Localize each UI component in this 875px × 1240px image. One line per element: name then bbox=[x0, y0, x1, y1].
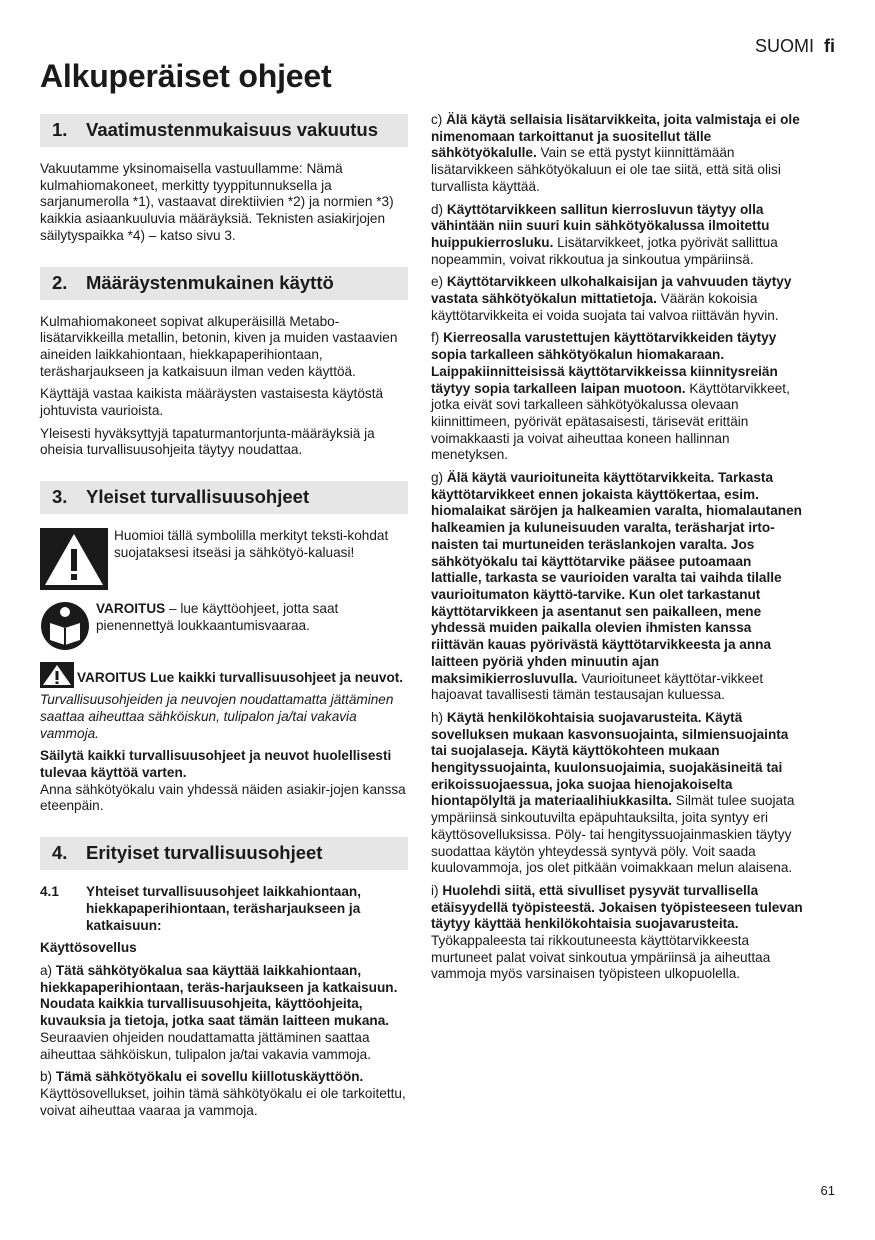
left-column bbox=[40, 112, 408, 1125]
item-text: Silmät tulee suojata ympäriinsä sinkoutuvilta epäpuhtauksilta, joita syntyy eri käyttösovelluksissa. Pöly- tai hengityssuojainmaskien täytyy suodattaa käytön yhteydessä syntyvä pöly. Voit saada kuulovammoja, jos olet pitkään voimakkaan melun alaisena. bbox=[431, 793, 795, 876]
item-bold: Käyttötarvikkeen sallitun kierrosluvun täytyy olla vähintään niin suuri kuin sähkötyökalussa ilmoitettu huippukierrosluku. bbox=[431, 201, 770, 250]
item-bold: Käytä henkilökohtaisia suojavarusteita. Käytä sovelluksen mukaan kasvonsuojainta, silmiensuojainta tai suojalaseja. Käytä käyttökohteen mukaan hengityssuojainta, kuulonsuojaimia, suojakäsineitä tai erikoissuojaessua, joka suojaa hienojakoiselta hiontapölyltä ja materiaalihiukkasilta. bbox=[431, 709, 789, 809]
item-bold: Tätä sähkötyökalua saa käyttää laikkahiontaan, hiekkapaperihiontaan, teräs-harjaukseen ja katkaisuun. Noudata kaikkia turvallisuusohjeita, käyttöohjeita, kuvauksia ja tietoja, jotka saat tämän laitteen mukana. bbox=[40, 962, 398, 1029]
section-number: 2. bbox=[52, 271, 68, 293]
read-manual-icon bbox=[40, 601, 90, 656]
subsection-title: Yhteiset turvallisuusohjeet laikkahiontaan, hiekkapaperihiontaan, teräsharjaukseen ja katkaisuun: bbox=[86, 884, 361, 933]
pass-on-instructions: Anna sähkötyökalu vain yhdessä näiden asiakir-jojen kanssa eteenpäin. bbox=[40, 781, 406, 814]
item-letter: a) bbox=[40, 962, 53, 978]
list-item bbox=[431, 274, 803, 324]
item-text: Vain se että pystyt kiinnittämään lisätarvikkeen sähkötyökaluun ei ole tae siitä, että sitä olisi turvallista käyttää. bbox=[431, 145, 781, 194]
list-item bbox=[40, 963, 408, 1063]
subsection-heading bbox=[40, 884, 408, 934]
language-label: SUOMI bbox=[754, 36, 814, 56]
section-heading-2 bbox=[40, 267, 408, 300]
warning-bold-text: VAROITUS Lue kaikki turvallisuusohjeet ja neuvot. bbox=[77, 669, 404, 685]
page-number: 61 bbox=[820, 1183, 835, 1198]
item-text: Työkappaleesta tai rikkoutuneesta käyttötarvikkeesta murtuneet palat voivat sinkoutua ympäriinsä ja aiheuttaa vammoja myös varsinaisen työpisteen ulkopuolella. bbox=[431, 933, 771, 982]
section-title: Vaatimustenmukaisuus vakuutus bbox=[86, 119, 378, 140]
list-item bbox=[431, 883, 803, 983]
item-bold: Kierreosalla varustettujen käyttötarvikkeiden täytyy sopia tarkalleen sähkötyökalun hiomakaraan. Laippakiinnitteisissä käyttötarvikkeissa kiinnitysreiän täytyy sopia tarkalleen laipan muotoon. bbox=[431, 330, 778, 396]
item-bold: Tämä sähkötyökalu ei sovellu kiillotuskäyttöön. bbox=[55, 1069, 364, 1085]
item-text: Väärän kokoisia käyttötarvikkeita ei voida suojata tai valvoa riittävän hyvin. bbox=[431, 291, 779, 323]
item-letter: h) bbox=[431, 709, 444, 725]
warning-label: VAROITUS bbox=[96, 600, 166, 616]
item-text: Seuraavien ohjeiden noudattamatta jättäminen saattaa aiheuttaa sähköiskun, tulipalon ja/tai vakavia vammoja. bbox=[40, 1029, 371, 1062]
item-bold: Käyttötarvikkeen ulkohalkaisijan ja vahvuuden täytyy vastata sähkötyökalun mittatietoja. bbox=[431, 274, 792, 307]
item-letter: d) bbox=[431, 201, 444, 217]
item-bold: Huolehdi siitä, että sivulliset pysyvät turvallisella etäisyydellä työpisteestä. Jokaisen työpisteeseen tulevan täytyy käyttää henkilökohtaisia suojavarusteita. bbox=[431, 882, 803, 932]
warning-italic-text: Turvallisuusohjeiden ja neuvojen noudattamatta jättäminen saattaa aiheuttaa sähköiskun, tulipalon ja/tai vakavia vammoja. bbox=[40, 692, 394, 741]
keep-instructions bbox=[40, 748, 408, 781]
list-item bbox=[431, 202, 803, 269]
item-text: Lisätarvikkeet, jotka pyörivät sallittua nopeammin, voivat rikkoutua ja sinkoutua ympäriinsä. bbox=[431, 234, 778, 267]
section-title: Määräystenmukainen käyttö bbox=[86, 271, 334, 293]
section-heading-1 bbox=[40, 114, 408, 147]
item-letter: b) bbox=[40, 1069, 53, 1085]
item-letter: i) bbox=[431, 882, 439, 898]
section-title: Yleiset turvallisuusohjeet bbox=[86, 486, 310, 508]
list-item bbox=[431, 710, 803, 877]
item-text: Käyttösovellukset, joihin tämä sähkötyökalu ei ole tarkoitettu, voivat aiheuttaa vaaraa ja vammoja. bbox=[40, 1085, 406, 1118]
read-manual-warning bbox=[40, 601, 408, 656]
page-title: Alkuperäiset ohjeet bbox=[40, 58, 332, 94]
item-letter: c) bbox=[431, 112, 443, 127]
intended-use-paragraph: Kulmahiomakoneet sopivat alkuperäisillä Metabo-lisätarvikkeilla metallin, betonin, kiven ja muiden vastaavien aineiden laikkahiontaan, hiekkapaperihiontaan, teräsharjaukseen ja katkaisuun ilman veden käyttöä. bbox=[40, 313, 398, 379]
symbol-note bbox=[40, 528, 408, 595]
section-number: 3. bbox=[52, 486, 68, 508]
item-bold: Älä käytä sellaisia lisätarvikkeita, joita valmistaja ei ole nimenomaan tarkoittanut ja suositellut tälle sähkötyökalulle. bbox=[431, 112, 800, 161]
section-heading-4 bbox=[40, 837, 408, 870]
section-heading-3 bbox=[40, 481, 408, 514]
warning-text: – lue käyttöohjeet, jotta saat pienennettyä loukkaantumisvaaraa. bbox=[96, 600, 339, 633]
list-item bbox=[431, 112, 803, 196]
symbol-note-text: Huomioi tällä symbolilla merkityt teksti-kohdat suojataksesi itseäsi ja sähkötyö-kaluasi! bbox=[114, 528, 389, 560]
item-letter: g) bbox=[431, 470, 444, 486]
safety-warning bbox=[40, 662, 408, 743]
section-title: Erityiset turvallisuusohjeet bbox=[86, 842, 323, 864]
declaration-paragraph: Vakuutamme yksinomaisella vastuullamme: Nämä kulmahiomakoneet, merkitty tyyppitunnuksella ja sarjanumerolla *1), vastaavat direktiivien *2) ja normien *3) kaikkia asiaankuuluvia määräyksiä. Teknisten asiakirjojen säilytyspaikka *4) – katso sivu 3. bbox=[40, 161, 394, 243]
small-warning-triangle-icon bbox=[40, 662, 74, 693]
item-letter: f) bbox=[431, 330, 440, 346]
warning-triangle-icon bbox=[40, 528, 108, 595]
usage-heading: Käyttösovellus bbox=[40, 940, 137, 956]
liability-paragraph: Käyttäjä vastaa kaikista määräysten vastaisesta käytöstä johtuvista vaurioista. bbox=[40, 386, 384, 419]
list-item bbox=[431, 330, 803, 464]
list-item bbox=[431, 470, 803, 704]
item-letter: e) bbox=[431, 274, 444, 290]
section-number: 4. bbox=[52, 842, 68, 864]
page-header-language bbox=[755, 36, 835, 57]
keep-instructions-bold: Säilytä kaikki turvallisuusohjeet ja neuvot huolellisesti tulevaa käyttöä varten. bbox=[40, 748, 392, 781]
regulations-paragraph: Yleisesti hyväksyttyjä tapaturmantorjunta-määräyksiä ja oheisia turvallisuusohjeita täytyy noudattaa. bbox=[40, 425, 375, 458]
list-item bbox=[40, 1069, 408, 1119]
item-text: Käyttötarvikkeet, jotka eivät sovi tarkalleen sähkötyökalussa olevaan kiinnittimeen, pyörivät epätasaisesti, tärisevät erittäin voimakkaasti ja voivat aiheuttaa koneen hallinnan menetyksen. bbox=[431, 380, 790, 463]
language-code: fi bbox=[824, 36, 835, 56]
item-text: Vaurioituneet käyttötar-vikkeet hajoavat tavallisesti tämän testausajan kuluessa. bbox=[431, 670, 764, 703]
section-number: 1. bbox=[52, 119, 68, 140]
right-column bbox=[431, 112, 803, 989]
item-bold: Älä käytä vaurioituneita käyttötarvikkeita. Tarkasta käyttötarvikkeet ennen jokaista käyttökertaa, esim. hiomalaikat säröjen ja halkeamien varalta, hiomalautanen halkeamien ja kuluneisuuden varalta, teräsharjat irto-naisten tai murtuneiden teräslankojen varalta. Jos sähkötyökalu tai käyttötarvike pääsee putoamaan lattialle, tarkasta se vaurioiden varalta tai vaihda tilalle vaurioitumaton käyttö-tarvike. Kun olet tarkastanut käyttötarvikkeen ja asentanut sen paikalleen, mene yhdessä muiden paikalla olevien ihmisten kanssa riittävän kauas pyörivästä käyttötarvikkeesta ja anna laitteen pyöriä yhden minuutin ajan maksimikierrosluvulla. bbox=[431, 470, 802, 686]
subsection-number: 4.1 bbox=[40, 884, 59, 900]
